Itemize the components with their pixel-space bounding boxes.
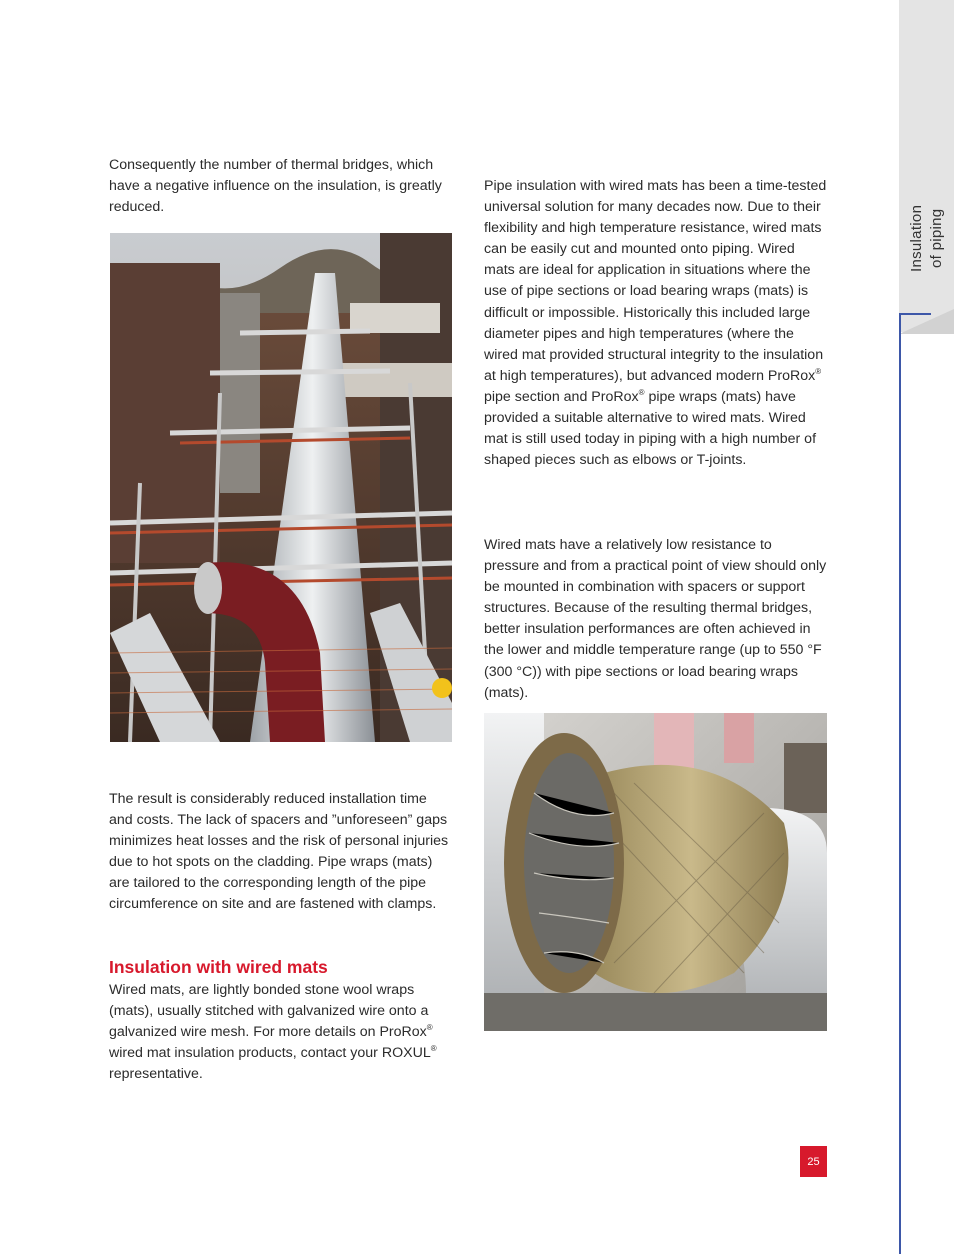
right-paragraph-2: Wired mats have a relatively low resistance to pressure and from a practical point of view should only be mounted in combination with spacers or support structures. Because of the resulting thermal bridges, better insulation performances are often achieved in the lower and middle temperature range (up to 550 °F (300 °C)) with pipe sections or load bearing wraps (mats). bbox=[484, 537, 827, 701]
photo-wired-mat-elbow bbox=[484, 713, 827, 1031]
registered-mark: ® bbox=[426, 1023, 433, 1033]
side-tab-label bbox=[908, 196, 946, 272]
photo-pipe-rack bbox=[110, 233, 452, 742]
left-paragraph-2: The result is considerably reduced installation time and costs. The lack of spacers and ”unforeseen” gaps minimizes heat losses and the risk of personal injuries due to hot spots on the cladding. Pipe wraps (mats) are tailored to the corresponding length of the pipe circumference on site and are fastened with clamps. bbox=[109, 791, 449, 913]
right-paragraph-1-text-1: Pipe insulation with wired mats has been a time-tested universal solution for many decades now. Due to their flexibility and high temperature resistance, wired mats can be easily cut and mounted onto piping. Wired mats are ideal for application in situations where the use of pipe sections or load bearing wraps (mats) is difficult or impossible. Historically this included large diameter pipes and high temperatures (where the wired mat provided structural integrity to the insulation at high temperatures), but advanced modern ProRox bbox=[484, 178, 827, 384]
right-paragraph-1-text-3: pipe wraps (mats) have provided a suitable alternative to wired mats. Wired mat is still used today in piping with a high number of shaped pieces such as elbows or T-joints. bbox=[484, 388, 817, 469]
page-number: 25 bbox=[800, 1146, 827, 1177]
registered-mark: ® bbox=[815, 366, 822, 376]
right-paragraph-1-text-2: pipe section and ProRox bbox=[484, 388, 639, 405]
left-paragraph-3-text-2: wired mat insulation products, contact your ROXUL bbox=[109, 1045, 431, 1062]
side-tab bbox=[899, 0, 954, 332]
left-paragraph-3 bbox=[109, 980, 454, 1085]
section-heading: Insulation with wired mats bbox=[109, 957, 328, 977]
right-paragraph-1 bbox=[484, 176, 829, 471]
left-paragraph-3-text-3: representative. bbox=[109, 1066, 203, 1083]
registered-mark: ® bbox=[638, 387, 645, 397]
side-tab-label-line2: of piping bbox=[928, 208, 945, 268]
side-tab-line-vertical bbox=[899, 314, 901, 1254]
side-tab-line-horizontal bbox=[899, 313, 931, 315]
left-paragraph-3-text-1: Wired mats, are lightly bonded stone wool wraps (mats), usually stitched with galvanized wire onto a galvanized wire mesh. For more details on ProRox bbox=[109, 982, 429, 1041]
left-paragraph-1: Consequently the number of thermal bridges, which have a negative influence on the insulation, is greatly reduced. bbox=[109, 157, 442, 216]
side-tab-label-line1: Insulation bbox=[908, 204, 925, 272]
registered-mark: ® bbox=[430, 1044, 437, 1054]
